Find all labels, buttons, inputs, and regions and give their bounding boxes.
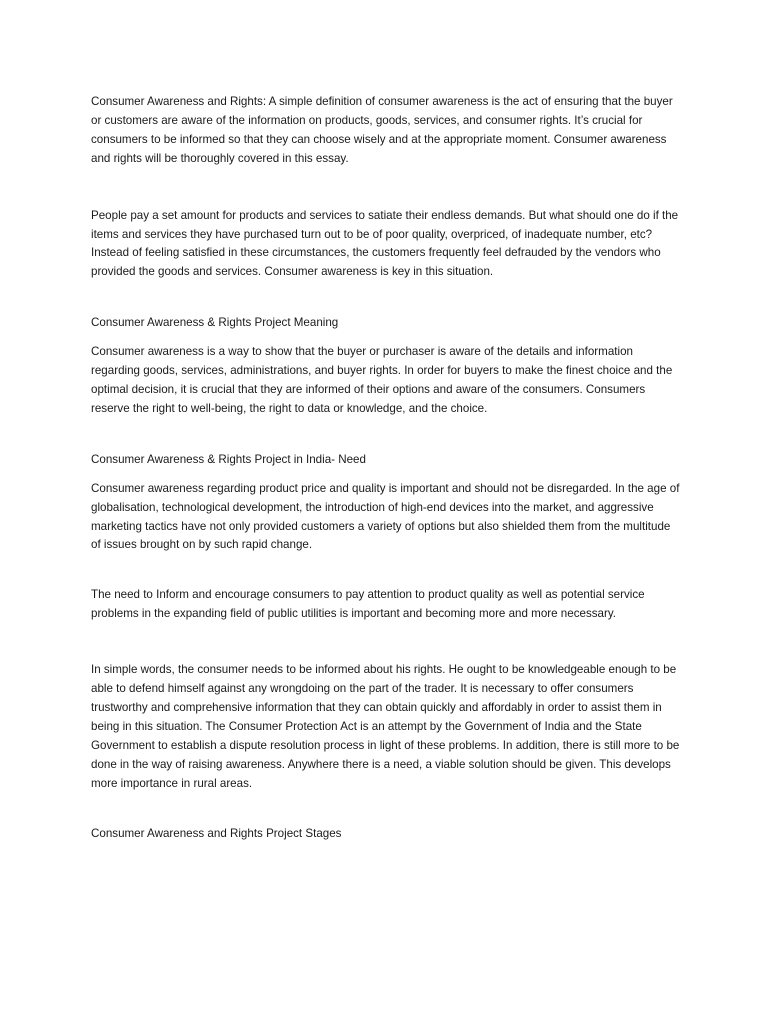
heading-project-stages: Consumer Awareness and Rights Project Stages [91,827,342,841]
document-page [91,93,681,844]
paragraph-need: Consumer awareness regarding product price and quality is important and should not be disregarded. In the age of globalisation, technological development, the introduction of high-end devices into the market, and aggressive marketing tactics have not only provided customers a variety of options but also shielded them from the multitude of issues brought on by such rapid change. [91,481,680,552]
paragraph-intro: Consumer Awareness and Rights: A simple definition of consumer awareness is the act of ensuring that the buyer or customers are aware of the information on products, goods, services, and consumer rights. It’s crucial for consumers to be informed so that they can choose wisely and at the appropriate moment. Consumer awareness and rights will be thoroughly covered in this essay. [91,95,673,165]
paragraph-simple-words: In simple words, the consumer needs to be informed about his rights. He ought to be knowledgeable enough to be able to defend himself against any wrongdoing on the part of the trader. It is necessary to offer consumers trustworthy and comprehensive information that they can obtain quickly and affordably in order to assist them in being in this situation. The Consumer Protection Act is an attempt by the Government of India and the State Government to establish a dispute resolution process in light of these problems. In addition, there is still more to be done in the way of raising awareness. Anywhere there is a need, a viable solution should be given. This develops more importance in rural areas. [91,663,680,790]
paragraph-inform: The need to Inform and encourage consumers to pay attention to product quality as well as potential service problems in the expanding field of public utilities is important and becoming more and more necessary. [91,588,645,621]
paragraph-meaning: Consumer awareness is a way to show that the buyer or purchaser is aware of the details and information regarding goods, services, administrations, and buyer rights. In order for buyers to make the finest choice and the optimal decision, it is crucial that they are informed of their options and aware of the consumers. Consumers reserve the right to well-being, the right to data or knowledge, and the choice. [91,345,673,415]
paragraph-demands: People pay a set amount for products and services to satiate their endless demands. But what should one do if the items and services they have purchased turn out to be of poor quality, overpriced, of inadequate number, etc? Instead of feeling satisfied in these circumstances, the customers frequently feel defrauded by the vendors who provided the goods and services. Consumer awareness is key in this situation. [91,208,679,279]
heading-project-meaning: Consumer Awareness & Rights Project Meaning [91,316,339,330]
heading-project-need: Consumer Awareness & Rights Project in India- Need [91,452,366,466]
